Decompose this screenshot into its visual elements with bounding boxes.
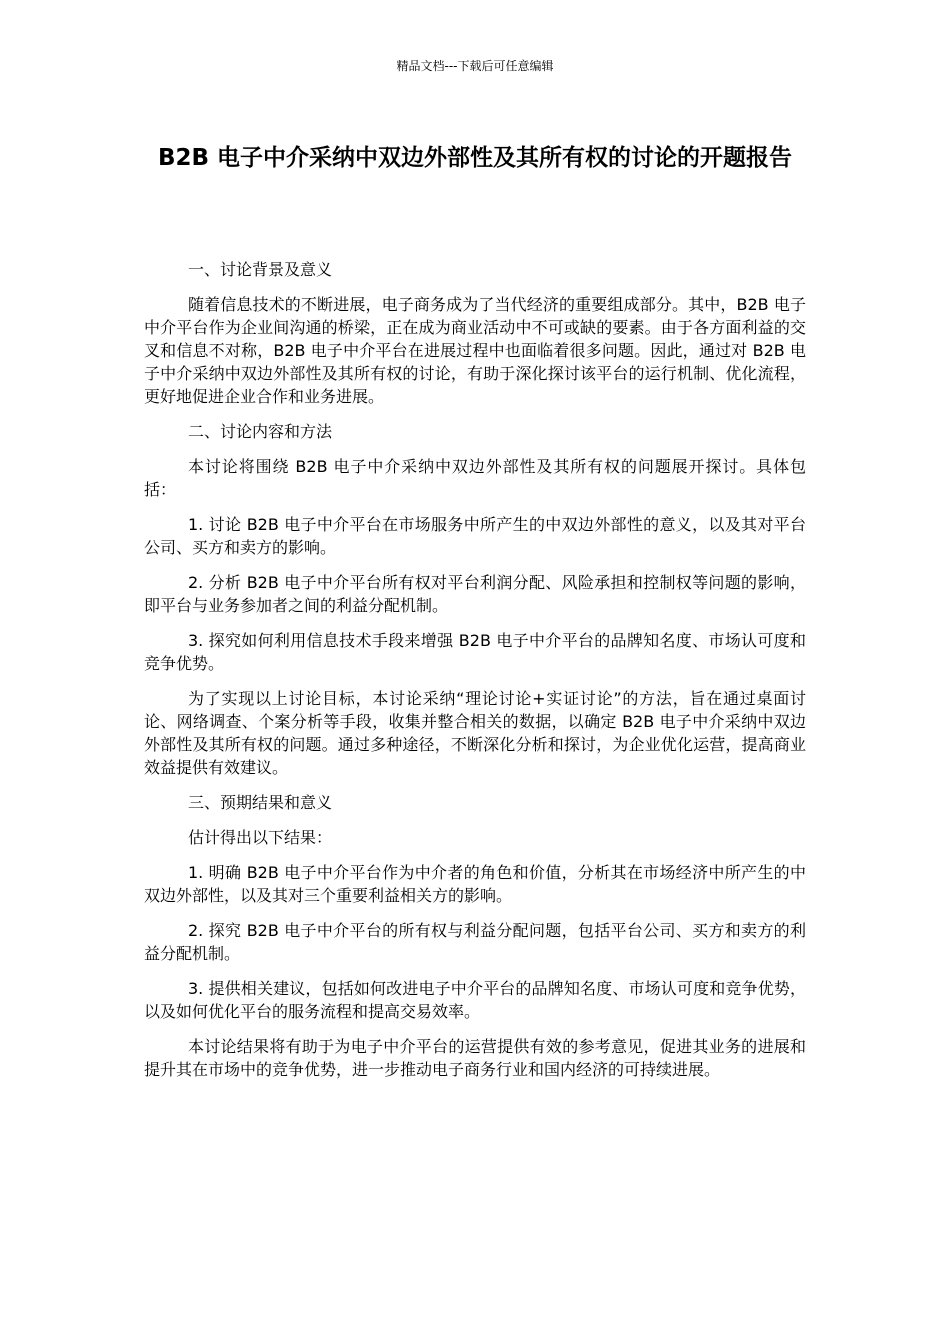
list-item-result-3: 3. 提供相关建议，包括如何改进电子中介平台的品牌知名度、市场认可度和竞争优势，以及如何优化平台的服务流程和提高交易效率。: [144, 979, 806, 1021]
paragraph-method: 为了实现以上讨论目标，本讨论采纳“理论讨论+实证讨论”的方法，旨在通过桌面讨论、网络调查、个案分析等手段，收集并整合相关的数据，以确定 B2B 电子中介采纳中双边外部性及其所有权的问题。通过多种途径，不断深化分析和探讨，为企业优化运营，提高商业效益提供有效建议。: [144, 689, 806, 777]
section-heading-content-method: 二、讨论内容和方法: [188, 422, 333, 441]
document-title: B2B 电子中介采纳中双边外部性及其所有权的讨论的开题报告: [157, 145, 793, 171]
list-item-content-3: 3. 探究如何利用信息技术手段来增强 B2B 电子中介平台的品牌知名度、市场认可度和竞争优势。: [144, 631, 806, 673]
section-heading-background: 一、讨论背景及意义: [188, 260, 333, 279]
list-item-content-1: 1. 讨论 B2B 电子中介平台在市场服务中所产生的中双边外部性的意义，以及其对平台公司、买方和卖方的影响。: [144, 515, 806, 557]
document-body: [144, 258, 806, 1093]
paragraph-results-intro: 估计得出以下结果：: [188, 828, 333, 847]
header-note: 精品文档---下载后可任意编辑: [396, 59, 554, 73]
list-item-content-2: 2. 分析 B2B 电子中介平台所有权对平台利润分配、风险承担和控制权等问题的影响，即平台与业务参加者之间的利益分配机制。: [144, 573, 806, 615]
paragraph-conclusion: 本讨论结果将有助于为电子中介平台的运营提供有效的参考意见，促进其业务的进展和提升其在市场中的竞争优势，进一步推动电子商务行业和国内经济的可持续进展。: [144, 1037, 806, 1079]
paragraph-background: 随着信息技术的不断进展，电子商务成为了当代经济的重要组成部分。其中，B2B 电子中介平台作为企业间沟通的桥梁，正在成为商业活动中不可或缺的要素。由于各方面利益的交叉和信息不对称，B2B 电子中介平台在进展过程中也面临着很多问题。因此，通过对 B2B 电子中介采纳中双边外部性及其所有权的讨论，有助于深化探讨该平台的运行机制、优化流程，更好地促进企业合作和业务进展。: [144, 295, 806, 406]
list-item-result-1: 1. 明确 B2B 电子中介平台作为中介者的角色和价值，分析其在市场经济中所产生的中双边外部性，以及其对三个重要利益相关方的影响。: [144, 863, 806, 905]
section-heading-expected-results: 三、预期结果和意义: [188, 793, 333, 812]
paragraph-content-intro: 本讨论将围绕 B2B 电子中介采纳中双边外部性及其所有权的问题展开探讨。具体包括：: [144, 457, 806, 499]
list-item-result-2: 2. 探究 B2B 电子中介平台的所有权与利益分配问题，包括平台公司、买方和卖方的利益分配机制。: [144, 921, 806, 963]
